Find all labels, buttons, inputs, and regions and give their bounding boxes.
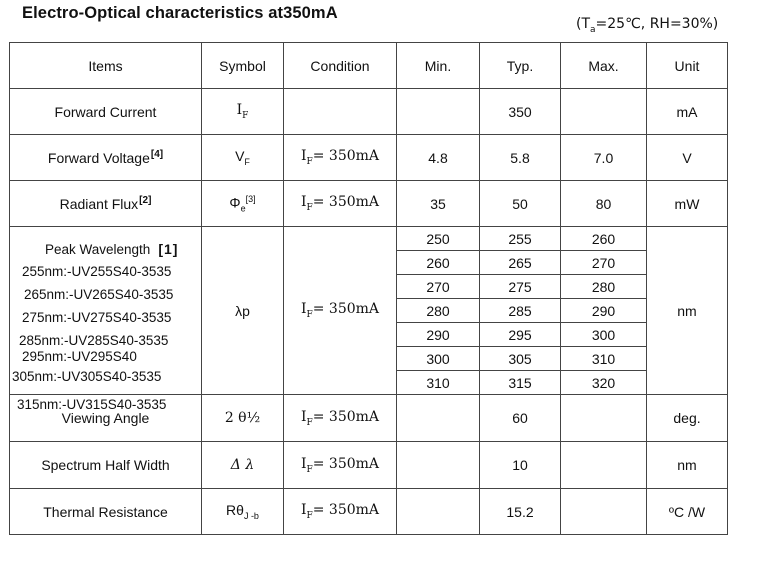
unit-cell: mA [647,89,728,135]
header-row [10,43,728,89]
min-cell: 300 [397,347,480,371]
table-row [10,227,728,251]
table-row [10,89,728,135]
item-label: Viewing Angle [10,395,202,442]
header-max: Max. [561,43,647,89]
min-cell: 4.8 [397,135,480,181]
condition-cell: $I_F= 350mA$ [284,227,397,395]
model-line: 315nm:-UV315S40-3535 [17,397,167,412]
min-cell: 270 [397,275,480,299]
unit-cell: deg. [647,395,728,442]
typ-cell: 255 [480,227,561,251]
item-label: Forward Voltage[4] [10,135,202,181]
unit-cell: nm [647,227,728,395]
table-row [10,135,728,181]
model-line: 285nm:-UV285S40-3535 [19,333,169,348]
header-typ: Typ. [480,43,561,89]
model-line: 275nm:-UV275S40-3535 [22,310,172,325]
min-cell: 310 [397,371,480,395]
item-label: Forward Current [10,89,202,135]
typ-cell: 275 [480,275,561,299]
max-cell [561,89,647,135]
header-min: Min. [397,43,480,89]
typ-cell: 5.8 [480,135,561,181]
symbol-cell: $R\theta_{J -b}$ [202,489,284,535]
max-cell [561,489,647,535]
unit-cell: V [647,135,728,181]
min-cell: 35 [397,181,480,227]
symbol-cell: Δ λ [202,442,284,489]
min-cell: 250 [397,227,480,251]
condition-cell: $I_F= 350mA$ [284,135,397,181]
max-cell: 270 [561,251,647,275]
max-cell: 290 [561,299,647,323]
typ-cell: 265 [480,251,561,275]
max-cell: 80 [561,181,647,227]
symbol-cell: $I_F$ [202,89,284,135]
typ-cell: 350 [480,89,561,135]
condition-cell: $I_F= 350mA$ [284,489,397,535]
condition-cell: $I_F= 350mA$ [284,181,397,227]
typ-cell: 305 [480,347,561,371]
page-title: Electro-Optical characteristics at350mA [22,4,338,22]
model-line: 295nm:-UV295S40 [22,349,137,364]
symbol-cell: $V_F$ [202,135,284,181]
max-cell: 300 [561,323,647,347]
min-cell [397,442,480,489]
unit-cell: ºC /W [647,489,728,535]
header-items: Items [10,43,202,89]
table-row [10,181,728,227]
min-cell: 260 [397,251,480,275]
typ-cell: 315 [480,371,561,395]
max-cell: 260 [561,227,647,251]
unit-cell: mW [647,181,728,227]
max-cell: 310 [561,347,647,371]
characteristics-table [9,42,728,535]
item-label: Thermal Resistance [10,489,202,535]
model-line: 265nm:-UV265S40-3535 [24,287,174,302]
typ-cell: 50 [480,181,561,227]
peak-wavelength-label: Peak Wavelength [1] 255nm:-UV255S40-3535 265nm:-UV265S40-3535 275nm:-UV275S40-3535 285nm:-UV285S40-3535 295nm:-UV295S40 305nm:-UV305S40-3535 315nm:-UV315S40-3535 [10,227,202,395]
max-cell: 7.0 [561,135,647,181]
typ-cell: 60 [480,395,561,442]
min-cell: 280 [397,299,480,323]
typ-cell: 285 [480,299,561,323]
min-cell: 290 [397,323,480,347]
symbol-cell: 2 θ½ [202,395,284,442]
unit-cell: nm [647,442,728,489]
max-cell [561,442,647,489]
symbol-cell: λp [202,227,284,395]
model-line: 305nm:-UV305S40-3535 [12,369,162,384]
item-label: Radiant Flux[2] [10,181,202,227]
condition-cell: $I_F= 350mA$ [284,395,397,442]
test-conditions-note: ($T_a=25℃$, RH=30%) [576,16,719,35]
typ-cell: 10 [480,442,561,489]
min-cell [397,395,480,442]
min-cell [397,89,480,135]
max-cell [561,395,647,442]
typ-cell: 15.2 [480,489,561,535]
max-cell: 280 [561,275,647,299]
header-unit: Unit [647,43,728,89]
header-condition: Condition [284,43,397,89]
symbol-cell: $\Phi_e[3]$ [202,181,284,227]
model-line: 255nm:-UV255S40-3535 [22,264,172,279]
condition-cell: $I_F= 350mA$ [284,442,397,489]
min-cell [397,489,480,535]
table-row [10,489,728,535]
max-cell: 320 [561,371,647,395]
typ-cell: 295 [480,323,561,347]
item-label: Spectrum Half Width [10,442,202,489]
condition-cell [284,89,397,135]
header-symbol: Symbol [202,43,284,89]
table-row [10,442,728,489]
